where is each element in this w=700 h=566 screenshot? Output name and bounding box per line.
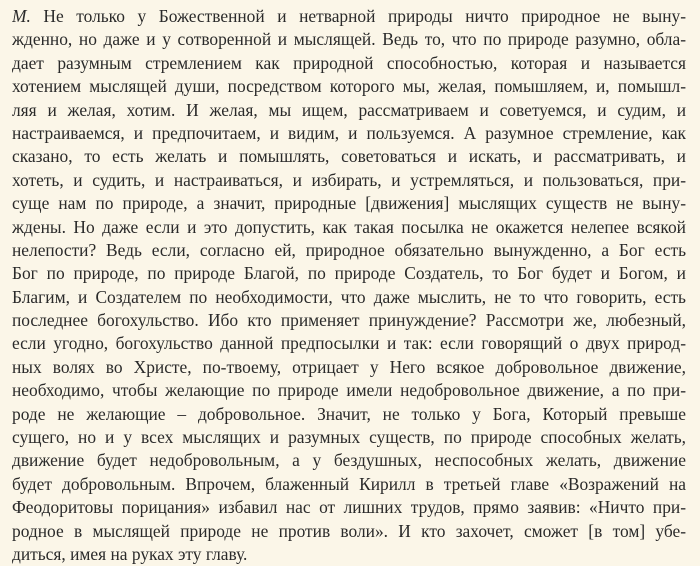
text-line: хотеть, и судить, и настраиваться, и избирать, и устремляться, и пользоваться, при- — [12, 169, 686, 190]
text-line: движение будет недобровольным, а у бездушных, неспособных желать, движение — [12, 450, 686, 471]
text-line: суще нам по природе, а значит, природные [движения] мыслящих существ не выну- — [12, 193, 686, 214]
text-line: Феодоритовы порицания» избавил нас от лишних трудов, прямо заявив: «Ничто при- — [12, 497, 686, 518]
text-line: сказано, то есть желать и помышлять, советоваться и искать, и рассматривать, и — [12, 146, 686, 167]
text-line: настраиваемся, и предпочитаем, и видим, и пользуемся. А разумное стремление, как — [12, 122, 686, 143]
speaker-label: М. — [12, 6, 31, 26]
text-line: хотением мыслящей души, посредством которого мы, желая, помышляем, и, помышл- — [12, 76, 686, 97]
text-line: родное в мыслящей природе не против воли». И кто захочет, сможет [в том] убе- — [12, 520, 686, 541]
text-line: если угодно, богохульство данной предпосылки и так: если говорящий о двух природ- — [12, 333, 686, 354]
text-line: ляя и желая, хотим. И желая, мы ищем, рассматриваем и советуемся, и судим, и — [12, 99, 686, 120]
text-line: диться, имея на руках эту главу. — [12, 543, 248, 564]
text-line: роде не желающие – добровольное. Значит, не только у Бога, Который превыше — [12, 403, 686, 424]
line-text: Не только у Божественной и нетварной природы ничто природное не выну- — [43, 6, 686, 26]
text-line: сущего, но и у всех мыслящих и разумных существ, по природе способных желать, — [12, 427, 686, 448]
text-line: Благим, и Создателем по необходимости, что даже мыслить, не то что говорить, есть — [12, 286, 686, 307]
text-line: ждены. Но даже если и это допустить, как такая посылка не окажется нелепее всякой — [12, 216, 686, 237]
text-line: жденно, но даже и у сотворенной и мыслящей. Ведь то, что по природе разумно, обла- — [12, 29, 686, 50]
text-line: необходимо, чтобы желающие по природе имели недобровольное движение, а по при- — [12, 380, 686, 401]
text-line: дает разумным стремлением как природной способностью, которая и называется — [12, 52, 686, 73]
text-line: ных волях во Христе, по-твоему, отрицает у Него всякое добровольное движение, — [12, 356, 686, 377]
text-line: нелепости? Ведь если, согласно ей, природное обязательно вынужденно, а Бог есть — [12, 239, 686, 260]
text-line: будет добровольным. Впрочем, блаженный Кирилл в третьей главе «Возражений на — [12, 473, 686, 494]
text-line: последнее богохульство. Ибо кто применяет принуждение? Рассмотри же, любезный, — [12, 310, 686, 331]
text-line — [12, 5, 686, 28]
text-line: Бог по природе, по природе Благой, по природе Создатель, то Бог будет и Богом, и — [12, 263, 686, 284]
